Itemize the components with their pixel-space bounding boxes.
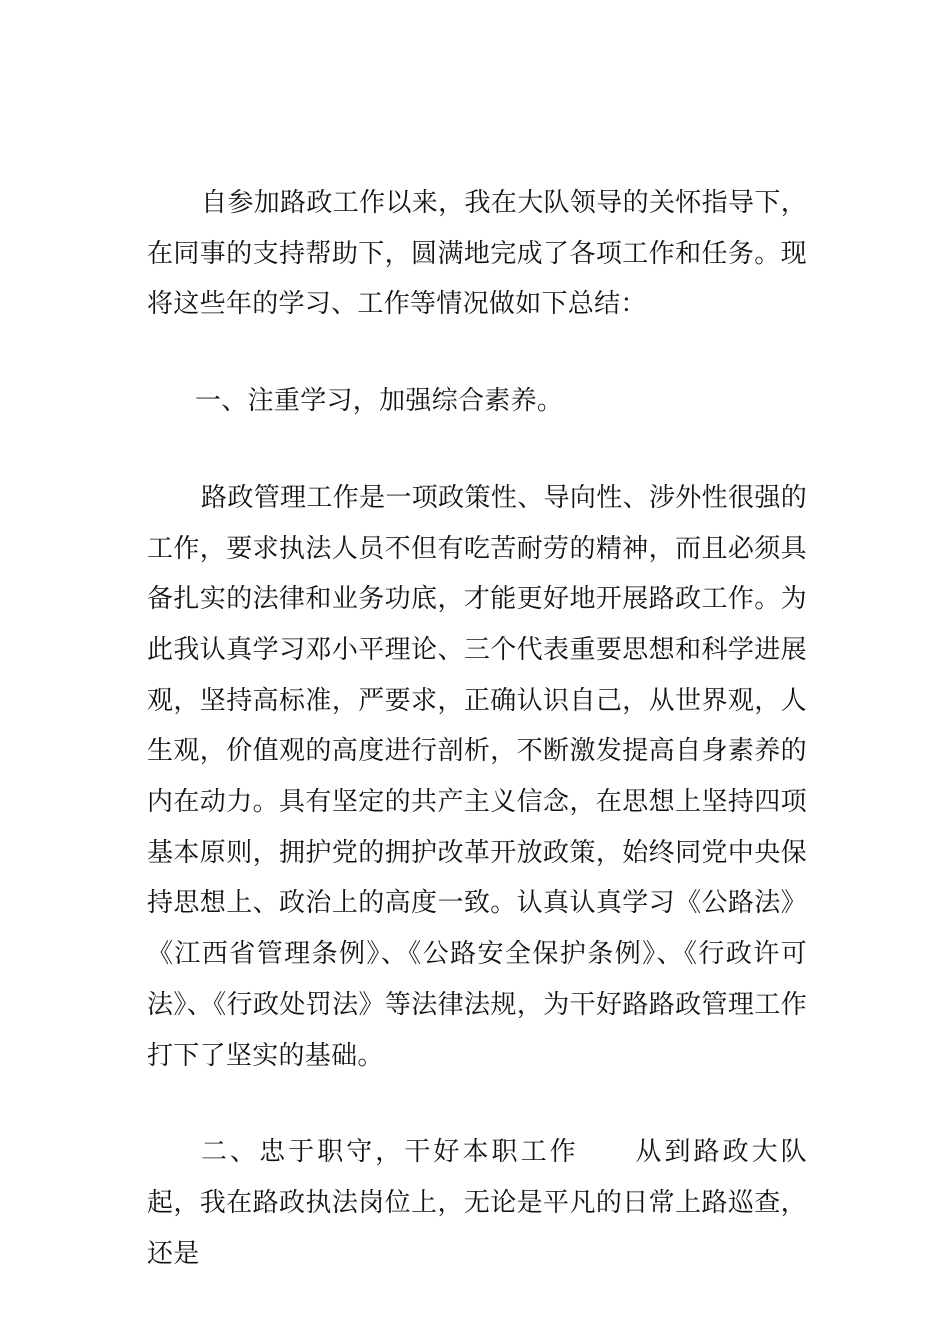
document-page <box>147 178 807 1279</box>
section-2-heading: 二、忠于职守，干好本职工作 <box>201 1137 579 1168</box>
paragraph-spacer <box>147 1081 807 1127</box>
section-1-body: 路政管理工作是一项政策性、导向性、涉外性很强的工作，要求执法人员不但有吃苦耐劳的精神，而且必须具备扎实的法律和业务功底，才能更好地开展路政工作。为此我认真学习邓小平理论、三个代表重要思想和科学进展观，坚持高标准，严要求，正确认识自己，从世界观，人生观，价值观的高度进行剖析，不断激发提高自身素养的内在动力。具有坚定的共产主义信念，在思想上坚持四项基本原则，拥护党的拥护改革开放政策，始终同党中央保持思想上、政治上的高度一致。认真认真学习《公路法》《江西省管理条例》、《公路安全保护条例》、《行政许可法》、《行政处罚法》等法律法规，为干好路路政管理工作打下了坚实的基础。 <box>147 482 807 1071</box>
section-1-heading: 一、注重学习，加强综合素养。 <box>195 386 564 417</box>
section-2-body: 从到路政大队起，我在路政执法岗位上，无论是平凡的日常上路巡查，还是 <box>147 1137 807 1269</box>
paragraph-spacer <box>147 330 807 376</box>
paragraph-spacer <box>147 427 807 473</box>
intro-paragraph: 自参加路政工作以来，我在大队领导的关怀指导下，在同事的支持帮助下，圆满地完成了各项工作和任务。现将这些年的学习、工作等情况做如下总结： <box>147 188 807 320</box>
section-2-paragraph <box>147 1127 807 1279</box>
